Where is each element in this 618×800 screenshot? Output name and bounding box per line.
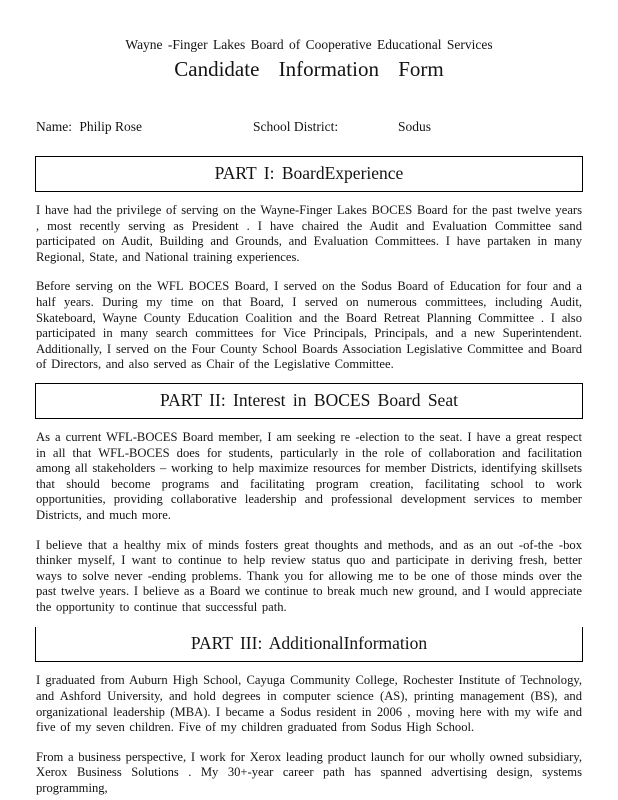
part-1-paragraph-1: I have had the privilege of serving on the Wayne-Finger Lakes BOCES Board for the past twelve years , most recently serving as President . I have chaired the Audit and Evaluation Committee sand participated on Audit, Building and Grounds, and Evaluation Committees. I have partaken in many Regional, State, and National training experiences. (36, 203, 582, 264)
part-3-paragraph-1: I graduated from Auburn High School, Cayuga Community College, Rochester Institute of Technology, and Ashford University, and hold degrees in computer science (AS), printing management (BS), and organizational leadership (MBA). I became a Sodus resident in 2006 , moving here with my wife and five of my seven children. Five of my children graduated from Sodus High School. (36, 673, 582, 735)
candidate-fields (36, 119, 582, 135)
part-2-paragraph-2: I believe that a healthy mix of minds fosters great thoughts and methods, and as an out -of-the -box thinker myself, I want to continue to help review status quo and participate in deriving fresh, better ways to solve never -ending problems. Thank you for allowing me to be one of those minds over the past twelve years. I believe as a Board we continue to break much new ground, and I would appreciate the opportunity to continue that successful path. (36, 537, 582, 614)
part-1-paragraph-2: Before serving on the WFL BOCES Board, I served on the Sodus Board of Education for four and a half years. During my time on that Board, I served on numerous committees, including Audit, Skateboard, Wayne County Education Coalition and the Board Retreat Planning Committee . I also participated in many search committees for Vice Principals, Principals, and a new Superintendent. Additionally, I served on the Four County School Boards Association Legislative Committee and Board of Directors, and also served as Chair of the Legislative Committee. (36, 279, 582, 372)
section-heading-part-3: PART III: AdditionalInformation (35, 627, 583, 662)
name-field (36, 119, 253, 135)
part-2-paragraph-1: As a current WFL-BOCES Board member, I am seeking re -election to the seat. I have a great respect in all that WFL-BOCES does for students, particularly in the role of collaboration and facilitation among all stakeholders – working to help maximize resources for member Districts, identifying skillsets that should become programs and facilitating program creation, facilitating school to work opportunities, providing collaborative leadership and professional development services to member Districts, and much more. (36, 429, 582, 522)
school-district-label: School District: (253, 119, 339, 134)
organization-name: Wayne -Finger Lakes Board of Cooperative Educational Services (125, 37, 493, 52)
part-3-paragraph-2: From a business perspective, I work for Xerox leading product launch for our wholly owned subsidiary, Xerox Business Solutions . My 30+-year career path has spanned advertising design, systems programming, (36, 749, 582, 796)
school-district-value: Sodus (398, 119, 432, 134)
name-value: Philip Rose (79, 119, 143, 134)
page-title: Candidate Information Form (174, 57, 444, 81)
section-heading-part-1: PART I: BoardExperience (35, 156, 583, 192)
name-label: Name: (36, 119, 72, 134)
section-heading-part-2: PART II: Interest in BOCES Board Seat (35, 383, 583, 419)
